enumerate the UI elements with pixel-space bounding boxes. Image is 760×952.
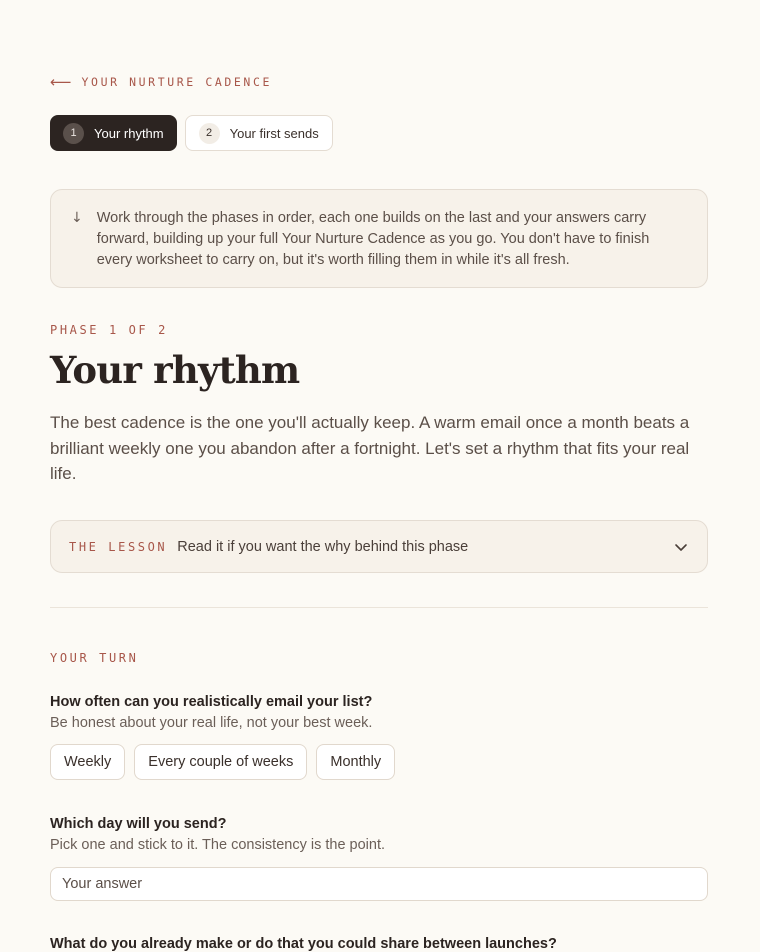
callout-text: Work through the phases in order, each one builds on the last and your answers carry forward, building up your full Your Nurture Cadence as you go. You don't have to finish every worksheet to carry on, but it's worth filling them in while it's all fresh. xyxy=(96,210,650,268)
instructions-callout xyxy=(50,189,708,288)
phase-stepper xyxy=(50,115,333,151)
question-hint: Pick one and stick to it. The consistency is the point. xyxy=(50,837,386,853)
phase-label: PHASE 1 OF 2 xyxy=(50,323,168,337)
step-label: Your first sends xyxy=(229,125,319,141)
section-divider xyxy=(50,607,708,608)
step-label: Your rhythm xyxy=(94,125,164,141)
option-every-couple-of-weeks[interactable]: Every couple of weeks xyxy=(134,744,307,780)
lesson-tag: THE LESSON xyxy=(69,539,168,554)
question-share-between-launches xyxy=(50,936,557,952)
step-number-badge: 2 xyxy=(199,123,220,144)
your-turn-label: YOUR TURN xyxy=(50,651,139,665)
question-title: Which day will you send? xyxy=(50,816,227,832)
phase-intro: The best cadence is the one you'll actually keep. A warm email once a month beats a brilliant weekly one you abandon after a fortnight. Let's set a rhythm that fits your real life. xyxy=(50,413,690,483)
question-send-day xyxy=(50,816,385,853)
back-link-label: YOUR NURTURE CADENCE xyxy=(81,75,272,89)
lesson-accordion[interactable] xyxy=(50,520,708,573)
option-monthly[interactable]: Monthly xyxy=(316,744,395,780)
question-title: What do you already make or do that you could share between launches? xyxy=(50,936,557,952)
question-title: How often can you realistically email your list? xyxy=(50,694,373,710)
chevron-down-icon xyxy=(673,539,689,555)
arrow-down-icon: ↓ xyxy=(71,210,83,226)
back-arrow-icon: ⟵ xyxy=(50,73,72,91)
step-tab-your-rhythm[interactable] xyxy=(50,115,177,151)
frequency-options xyxy=(50,744,395,780)
question-hint: Be honest about your real life, not your best week. xyxy=(50,715,373,731)
page-title: Your rhythm xyxy=(50,348,300,392)
send-day-answer-input[interactable] xyxy=(50,867,708,901)
option-weekly[interactable]: Weekly xyxy=(50,744,125,780)
question-frequency xyxy=(50,694,372,731)
back-link[interactable] xyxy=(50,73,272,91)
step-tab-your-first-sends[interactable] xyxy=(185,115,333,151)
step-number-badge: 1 xyxy=(63,123,84,144)
lesson-description: Read it if you want the why behind this phase xyxy=(177,538,469,555)
